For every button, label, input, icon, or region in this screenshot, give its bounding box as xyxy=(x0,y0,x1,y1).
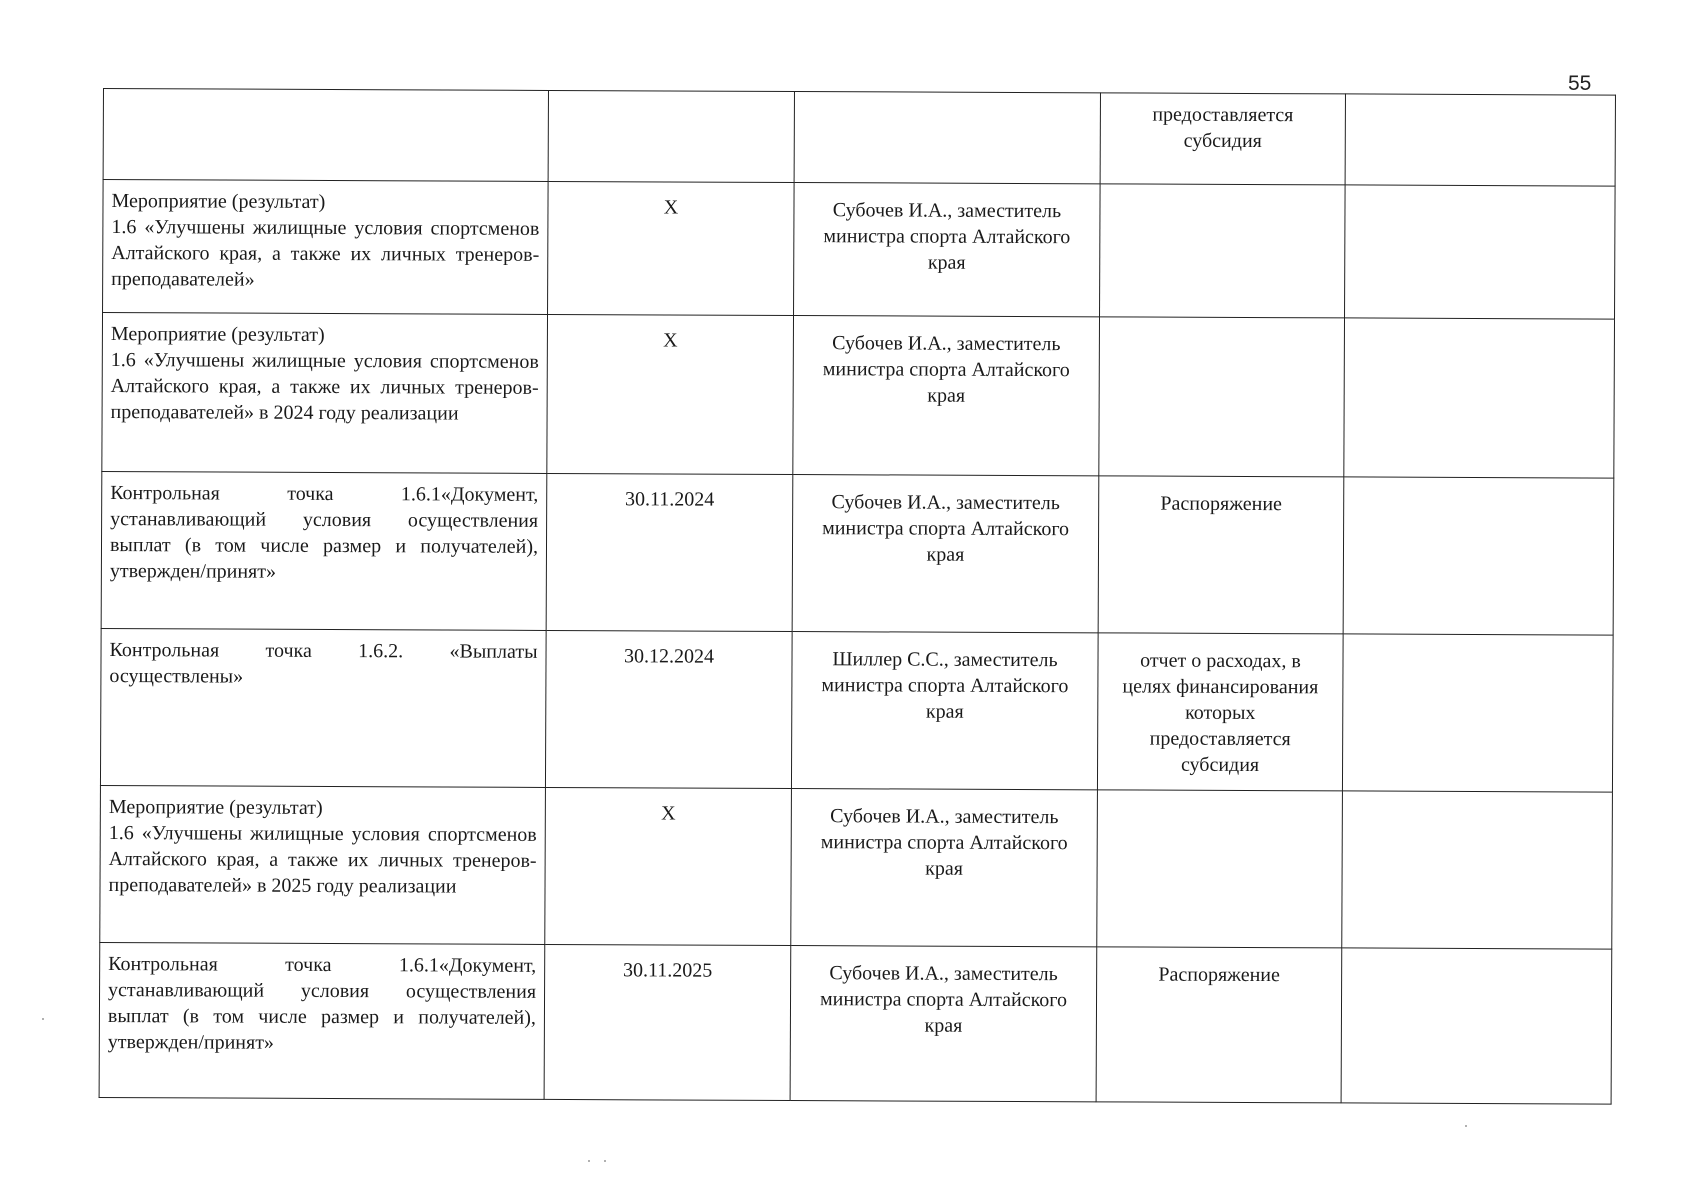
document-cell xyxy=(1098,476,1344,634)
event-name-cell xyxy=(102,313,548,474)
document-cell xyxy=(1100,184,1346,318)
scan-speck xyxy=(588,1160,590,1162)
responsible-line: края xyxy=(925,857,964,880)
date-cell: 30.12.2024 xyxy=(545,630,792,788)
document-line: Распоряжение xyxy=(1160,492,1282,516)
responsible-line: министра спорта Алтайского xyxy=(819,988,1068,1012)
responsible-line: Субочев И.А., заместитель xyxy=(829,962,1058,986)
responsible-line: Субочев И.А., заместитель xyxy=(832,199,1062,223)
responsible-cell xyxy=(793,316,1100,476)
responsible-line: министра спорта Алтайского xyxy=(822,517,1070,541)
responsible-cell xyxy=(790,946,1097,1102)
responsible-line: министра спорта Алтайского xyxy=(822,358,1070,382)
table-row xyxy=(101,471,1614,635)
responsible-cell xyxy=(794,92,1100,184)
scan-speck xyxy=(1465,1125,1467,1127)
document-line: предоставляется xyxy=(1152,103,1294,127)
page-number: 55 xyxy=(1568,72,1592,95)
event-name-text: Контрольная точка 1.6.1«Документ, устанавливающий условия осуществления выплат (в том числе размер и получателей), утвержден/принят» xyxy=(109,482,539,583)
table-row xyxy=(103,89,1615,187)
extra-cell xyxy=(1342,791,1613,949)
date-cell: X xyxy=(548,181,795,315)
responsible-cell xyxy=(794,183,1101,317)
extra-cell xyxy=(1345,94,1615,186)
extra-cell xyxy=(1342,634,1613,792)
scan-speck xyxy=(604,1160,606,1162)
responsible-line: края xyxy=(927,384,966,407)
responsible-line: края xyxy=(927,251,966,274)
event-name-cell xyxy=(103,89,548,182)
document-line: отчет о расходах, в xyxy=(1140,649,1301,673)
date-cell: X xyxy=(547,314,794,474)
responsible-line: министра спорта Алтайского xyxy=(820,831,1068,855)
event-name-text: Контрольная точка 1.6.2. «Выплаты осуществлены» xyxy=(109,639,538,688)
event-name-heading: Мероприятие (результат) xyxy=(110,323,325,346)
extra-cell xyxy=(1345,185,1616,319)
event-name-heading: Мероприятие (результат) xyxy=(111,190,326,213)
responsible-line: Шиллер С.С., заместитель xyxy=(832,648,1058,672)
date-cell: 30.11.2025 xyxy=(544,944,791,1100)
responsible-cell xyxy=(791,789,1098,947)
event-name-text: 1.6 «Улучшены жилищные условия спортсменов Алтайского края, а также их личных тренеров-преподавателей» xyxy=(111,216,540,291)
document-cell xyxy=(1097,633,1343,791)
document-cell xyxy=(1099,317,1345,477)
document-cell xyxy=(1097,790,1343,948)
event-name-cell xyxy=(101,471,547,630)
responsible-line: министра спорта Алтайского xyxy=(821,674,1069,698)
event-name-text: 1.6 «Улучшены жилищные условия спортсменов Алтайского края, а также их личных тренеров-преподавателей» в 2024 году реализации xyxy=(110,349,539,425)
responsible-cell xyxy=(792,475,1099,633)
document-line: которых xyxy=(1185,701,1256,725)
responsible-line: Субочев И.А., заместитель xyxy=(831,491,1060,515)
event-name-cell xyxy=(100,785,546,944)
extra-cell xyxy=(1344,318,1615,478)
date-cell xyxy=(548,90,794,182)
event-name-text: 1.6 «Улучшены жилищные условия спортсменов Алтайского края, а также их личных тренеров-преподавателей» в 2025 году реализации xyxy=(108,822,537,898)
table-row xyxy=(100,785,1613,949)
plan-table xyxy=(99,88,1616,1105)
event-name-heading: Мероприятие (результат) xyxy=(108,796,323,819)
responsible-line: края xyxy=(924,1014,963,1037)
document-line: предоставляется xyxy=(1149,727,1291,751)
document-cell xyxy=(1100,93,1345,185)
extra-cell xyxy=(1341,948,1612,1104)
event-name-text: Контрольная точка 1.6.1«Документ, устанавливающий условия осуществления выплат (в том числе размер и получателей), утвержден/принят» xyxy=(107,953,537,1054)
date-cell: X xyxy=(545,787,792,945)
table-row xyxy=(102,313,1615,479)
extra-cell xyxy=(1343,477,1614,635)
document-line: субсидия xyxy=(1180,753,1260,777)
document-cell xyxy=(1096,947,1342,1103)
event-name-cell xyxy=(103,180,549,315)
responsible-line: Субочев И.А., заместитель xyxy=(830,805,1059,829)
document-line: целях финансирования xyxy=(1122,675,1319,699)
document-line: Распоряжение xyxy=(1158,963,1280,987)
responsible-line: края xyxy=(925,700,964,723)
responsible-line: края xyxy=(926,543,965,566)
table-row xyxy=(103,180,1616,320)
document-line: субсидия xyxy=(1183,129,1262,153)
event-name-cell xyxy=(100,628,546,787)
table-row xyxy=(99,942,1612,1104)
responsible-cell xyxy=(791,632,1098,790)
scan-speck xyxy=(42,1018,44,1020)
responsible-line: министра спорта Алтайского xyxy=(823,225,1071,249)
responsible-line: Субочев И.А., заместитель xyxy=(832,332,1061,356)
event-name-cell xyxy=(99,942,545,1099)
date-cell: 30.11.2024 xyxy=(546,473,793,631)
table-row xyxy=(100,628,1613,792)
